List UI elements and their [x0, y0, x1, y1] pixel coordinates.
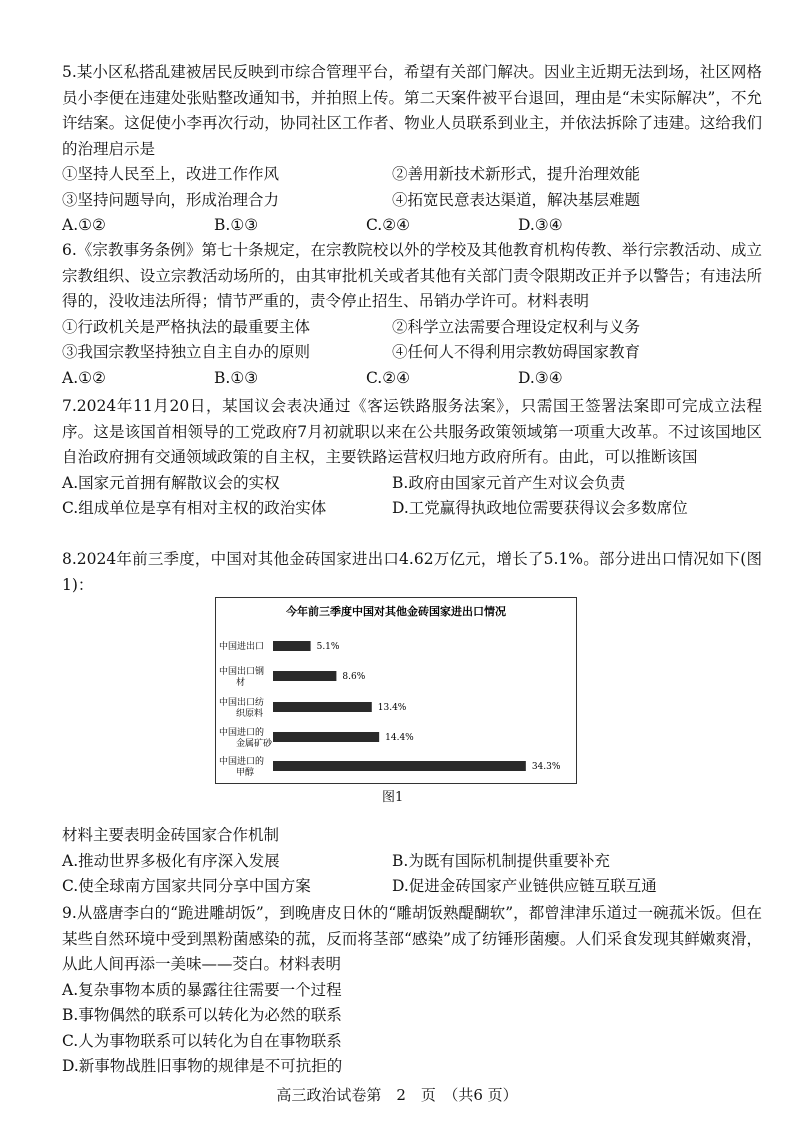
question-9: [62, 901, 762, 1080]
question-8-choices-row-1: [62, 849, 762, 875]
bar: [273, 671, 336, 681]
value-label: 8.6%: [342, 672, 366, 682]
figure-caption: 图1: [382, 790, 404, 805]
question-6-statements-row-1: [62, 315, 762, 341]
category-label: 中国出口钢材: [219, 667, 265, 688]
choice-c: C.组成单位是享有相对主权的政治实体: [62, 499, 327, 517]
question-7-choices-row-2: [62, 496, 762, 522]
question-9-stem: 9.从盛唐李白的“跪进雕胡饭”，到晚唐皮日休的“雕胡饭熟醍醐软”，都曾津津乐道过一碗菰米饭。但在某些自然环境中受到黑粉菌感染的菰，反而将茎部“感染”成了纺锤形菌瘿。人们采食发现其鲜嫩爽滑，从此人间再添一美味——茭白。材料表明: [62, 904, 762, 973]
question-7-choices-row-1: [62, 471, 762, 497]
choice-d: D.③④: [518, 368, 563, 387]
choice-b: B.①③: [214, 216, 259, 234]
choice-a: A.①②: [62, 216, 106, 234]
choice-a: A.推动世界多极化有序深入发展: [62, 851, 280, 870]
page-footer: 高三政治试卷第 2 页 （共6 页）: [276, 1086, 518, 1104]
question-6-stem: 6.《宗教事务条例》第七十条规定，在宗教院校以外的学校及其他教育机构传教、举行宗教活动、成立宗教组织、设立宗教活动场所的，由其审批机关或者其他有关部门责令限期改正并予以警告；有违法所得的，没收违法所得；情节严重的，责令停止招生、吊销办学许可。材料表明: [62, 241, 762, 310]
question-8-stem: 8.2024年前三季度，中国对其他金砖国家进出口4.62万亿元，增长了5.1%。部分进出口情况如下(图1)：: [62, 550, 762, 594]
figure-1-chart: [215, 597, 577, 784]
choice-b: B.政府由国家元首产生对议会负责: [392, 473, 626, 492]
statement-3: ③坚持问题导向，形成治理合力: [62, 190, 280, 209]
question-8-after-text: 材料主要表明金砖国家合作机制: [62, 826, 280, 844]
bar-chart-svg: [216, 598, 576, 783]
statement-4: ④拓宽民意表达渠道，解决基层难题: [392, 190, 641, 209]
choice-a: A.国家元首拥有解散议会的实权: [62, 473, 280, 492]
choice-d: D.③④: [518, 216, 563, 234]
bar: [273, 702, 372, 712]
value-label: 14.4%: [385, 733, 414, 743]
choice-d: D.新事物战胜旧事物的规律是不可抗拒的: [62, 1057, 343, 1075]
category-label: 中国进口的甲醇: [219, 757, 265, 778]
chart-marks: [219, 640, 561, 778]
choice-b: B.为既有国际机制提供重要补充: [392, 851, 610, 870]
question-6: [62, 238, 762, 391]
statement-2: ②善用新技术新形式，提升治理效能: [392, 165, 641, 183]
question-5-statements-row-2: [62, 188, 762, 214]
choice-b: B.①③: [214, 368, 259, 387]
statement-1: ①行政机关是严格执法的最重要主体: [62, 317, 311, 336]
statement-4: ④任何人不得利用宗教妨碍国家教育: [392, 343, 641, 361]
question-5-statements-row-1: [62, 162, 762, 188]
statement-3: ③我国宗教坚持独立自主自办的原则: [62, 343, 311, 361]
question-5-choices: [62, 213, 762, 239]
choice-c: C.②④: [366, 368, 411, 387]
choice-c: C.②④: [366, 216, 411, 234]
bar: [273, 732, 379, 742]
value-label: 34.3%: [531, 762, 561, 772]
question-8: [62, 547, 762, 598]
question-8-choices-row-2: [62, 874, 762, 900]
question-6-statements-row-2: [62, 340, 762, 366]
question-8-followup: [62, 823, 762, 900]
choice-a: A.复杂事物本质的暴露往往需要一个过程: [62, 980, 342, 999]
value-label: 13.4%: [377, 703, 407, 713]
question-5-stem: 5.某小区私搭乱建被居民反映到市综合管理平台，希望有关部门解决。因业主近期无法到场，社区网格员小李便在违建处张贴整改通知书，并拍照上传。第二天案件被平台退回，理由是“未实际解决”，不允许结案。这促使小李再次行动，协同社区工作者、物业人员联系到业主，并依法拆除了违建。这给我们的治理启示是: [62, 63, 762, 158]
choice-b: B.事物偶然的联系可以转化为必然的联系: [62, 1006, 342, 1024]
choice-c: C.人为事物联系可以转化为自在事物联系: [62, 1031, 342, 1050]
category-label: 中国进出口: [219, 642, 265, 652]
question-6-choices: [62, 366, 762, 392]
statement-1: ①坚持人民至上，改进工作作风: [62, 165, 280, 183]
question-5: [62, 60, 762, 239]
category-label: 中国出口纺织原料: [219, 698, 265, 719]
chart-title: 今年前三季度中国对其他金砖国家进出口情况: [286, 605, 506, 618]
category-label: 中国进口的金属矿砂: [219, 728, 273, 749]
choice-d: D.工党赢得执政地位需要获得议会多数席位: [392, 499, 688, 517]
choice-d: D.促进金砖国家产业链供应链互联互通: [392, 877, 657, 895]
question-7: [62, 394, 762, 522]
choice-a: A.①②: [62, 368, 106, 387]
bar: [273, 761, 526, 771]
value-label: 5.1%: [316, 642, 340, 652]
bar: [273, 641, 311, 651]
question-7-stem: 7.2024年11月20日，某国议会表决通过《客运铁路服务法案》，只需国王签署法案即可完成立法程序。这是该国首相领导的工党政府7月初就职以来在公共服务政策领域第一项重大改革。不过该国地区自治政府拥有交通领域政策的自主权，主要铁路运营权归地方政府所有。由此，可以推断该国: [62, 397, 762, 466]
choice-c: C.使全球南方国家共同分享中国方案: [62, 877, 311, 895]
statement-2: ②科学立法需要合理设定权利与义务: [392, 317, 641, 336]
